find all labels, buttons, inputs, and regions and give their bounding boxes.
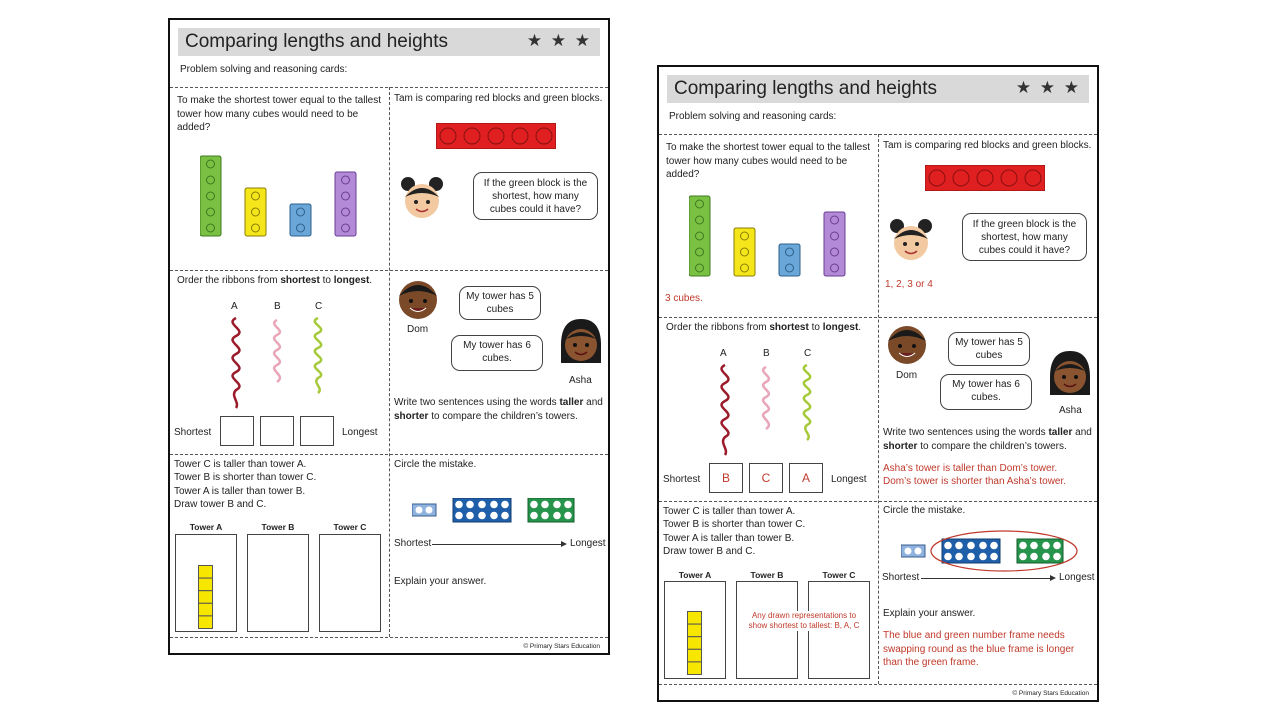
title-bar	[178, 28, 600, 56]
q3-question: Order the ribbons from shortest to longest.	[177, 275, 373, 286]
q4-question: Write two sentences using the words taller and shorter to compare the children’s towers.	[394, 397, 603, 422]
order-answer-box-3[interactable]	[300, 416, 334, 446]
a6-explain: Explain your answer.	[883, 608, 976, 619]
order-answer-box-1[interactable]	[220, 416, 254, 446]
tower-blue	[290, 204, 311, 236]
answers-ribbon-label-c: C	[804, 348, 812, 359]
answers-cube-towers	[689, 194, 849, 280]
q6-shortest-label: Shortest	[394, 538, 432, 549]
a2-question: Tam is comparing red blocks and green blocks.	[883, 140, 1092, 151]
answers-q6-shortest: Shortest	[882, 572, 920, 583]
answers-subtitle: Problem solving and reasoning cards:	[669, 111, 837, 122]
asha-avatar	[558, 317, 604, 369]
answers-copyright: © Primary Stars Education	[1012, 690, 1089, 697]
a5-line-1: Tower C is taller than tower A.	[663, 506, 796, 517]
dom-speech-bubble: My tower has 5 cubes	[459, 286, 541, 320]
difficulty-stars: ★ ★ ★	[526, 31, 592, 50]
tam-avatar	[399, 175, 445, 221]
a2-answer: 1, 2, 3 or 4	[885, 279, 933, 290]
q2-question: Tam is comparing red blocks and green blocks.	[394, 93, 603, 104]
a5-line-3: Tower A is taller than tower B.	[663, 533, 795, 544]
answers-difficulty-stars: ★ ★ ★	[1015, 78, 1081, 97]
ribbon-label-c: C	[315, 301, 323, 312]
answers-asha-speech-bubble: My tower has 6 cubes.	[940, 374, 1032, 410]
order-answer-box-2[interactable]	[260, 416, 294, 446]
tower-purple	[335, 172, 356, 236]
answers-dom-speech-bubble: My tower has 5 cubes	[948, 332, 1030, 366]
ribbon-label-a: A	[231, 301, 238, 312]
q5-line-1: Tower C is taller than tower A.	[174, 459, 307, 470]
q6-longest-label: Longest	[570, 538, 606, 549]
tam-speech-bubble: If the green block is the shortest, how many cubes could it have?	[473, 172, 598, 220]
answers-longest-label: Longest	[831, 474, 867, 485]
answer-box-3: A	[789, 463, 823, 493]
a1-answer: 3 cubes.	[665, 293, 703, 304]
longest-label: Longest	[342, 427, 378, 438]
a5-answer: Any drawn representations to show shortest to tallest: B, A, C	[745, 611, 863, 631]
asha-speech-bubble: My tower has 6 cubes.	[451, 335, 543, 371]
cube-towers-illustration	[200, 154, 360, 240]
q5-line-2: Tower B is shorter than tower C.	[174, 472, 317, 483]
answers-tower-c-label: Tower C	[822, 570, 856, 580]
answers-ribbons	[709, 363, 829, 459]
answers-dom-name: Dom	[896, 370, 918, 381]
answers-dom-avatar	[885, 321, 929, 367]
worksheet-answers	[657, 65, 1099, 702]
answers-number-frames	[901, 529, 1081, 573]
shortest-label: Shortest	[174, 427, 212, 438]
dom-avatar	[396, 276, 440, 322]
worksheet-title: Comparing lengths and heights	[185, 31, 449, 52]
a4-question: Write two sentences using the words taller and shorter to compare the children’s towers.	[883, 427, 1092, 452]
answers-tower-a-cubes	[687, 611, 703, 675]
ribbon-label-b: B	[274, 301, 281, 312]
q1-question: To make the shortest tower equal to the tallest tower how many cubes would need to be added?	[177, 95, 381, 133]
answers-title-bar	[667, 75, 1089, 103]
answers-title: Comparing lengths and heights	[674, 78, 938, 99]
a6-question: Circle the mistake.	[883, 505, 966, 516]
q6-explain: Explain your answer.	[394, 576, 487, 587]
a1-question: To make the shortest tower equal to the tallest tower how many cubes would need to be added?	[666, 142, 870, 180]
tower-green	[200, 156, 221, 236]
answers-tam-avatar	[888, 217, 934, 263]
worksheet-questions	[168, 18, 610, 655]
answers-shortest-label: Shortest	[663, 474, 701, 485]
asha-name: Asha	[569, 375, 592, 386]
a5-line-2: Tower B is shorter than tower C.	[663, 519, 806, 530]
tower-a-cubes	[198, 565, 214, 629]
ribbons-illustration	[220, 316, 340, 412]
tower-c-label: Tower C	[333, 522, 367, 532]
red-block-bar	[436, 123, 556, 149]
tower-yellow	[245, 188, 266, 236]
q6-question: Circle the mistake.	[394, 459, 477, 470]
tower-c-frame[interactable]	[319, 534, 381, 632]
a6-answer: The blue and green number frame needs swapping round as the blue frame is longer than the green frame.	[883, 630, 1075, 668]
answer-box-1: B	[709, 463, 743, 493]
copyright: © Primary Stars Education	[523, 643, 600, 650]
tower-b-label: Tower B	[261, 522, 295, 532]
a3-question: Order the ribbons from shortest to longest.	[666, 322, 862, 333]
answers-ribbon-label-a: A	[720, 348, 727, 359]
worksheet-subtitle: Problem solving and reasoning cards:	[180, 64, 348, 75]
answers-tower-b-label: Tower B	[750, 570, 784, 580]
answers-asha-avatar	[1047, 349, 1093, 401]
a4-answer-1: Asha’s tower is taller than Dom’s tower.	[883, 463, 1058, 474]
answers-tower-a-label: Tower A	[678, 570, 712, 580]
a4-answer-2: Dom’s tower is shorter than Asha’s tower.	[883, 476, 1067, 487]
answers-asha-name: Asha	[1059, 405, 1082, 416]
tower-b-frame[interactable]	[247, 534, 309, 632]
a5-line-4: Draw tower B and C.	[663, 546, 756, 557]
answers-ribbon-label-b: B	[763, 348, 770, 359]
q5-line-4: Draw tower B and C.	[174, 499, 267, 510]
dom-name: Dom	[407, 324, 429, 335]
answers-tam-speech-bubble: If the green block is the shortest, how many cubes could it have?	[962, 213, 1087, 261]
number-frames-illustration	[412, 498, 582, 524]
answer-box-2: C	[749, 463, 783, 493]
tower-a-label: Tower A	[189, 522, 223, 532]
q5-line-3: Tower A is taller than tower B.	[174, 486, 306, 497]
answers-red-block-bar	[925, 165, 1045, 191]
answers-q6-longest: Longest	[1059, 572, 1095, 583]
